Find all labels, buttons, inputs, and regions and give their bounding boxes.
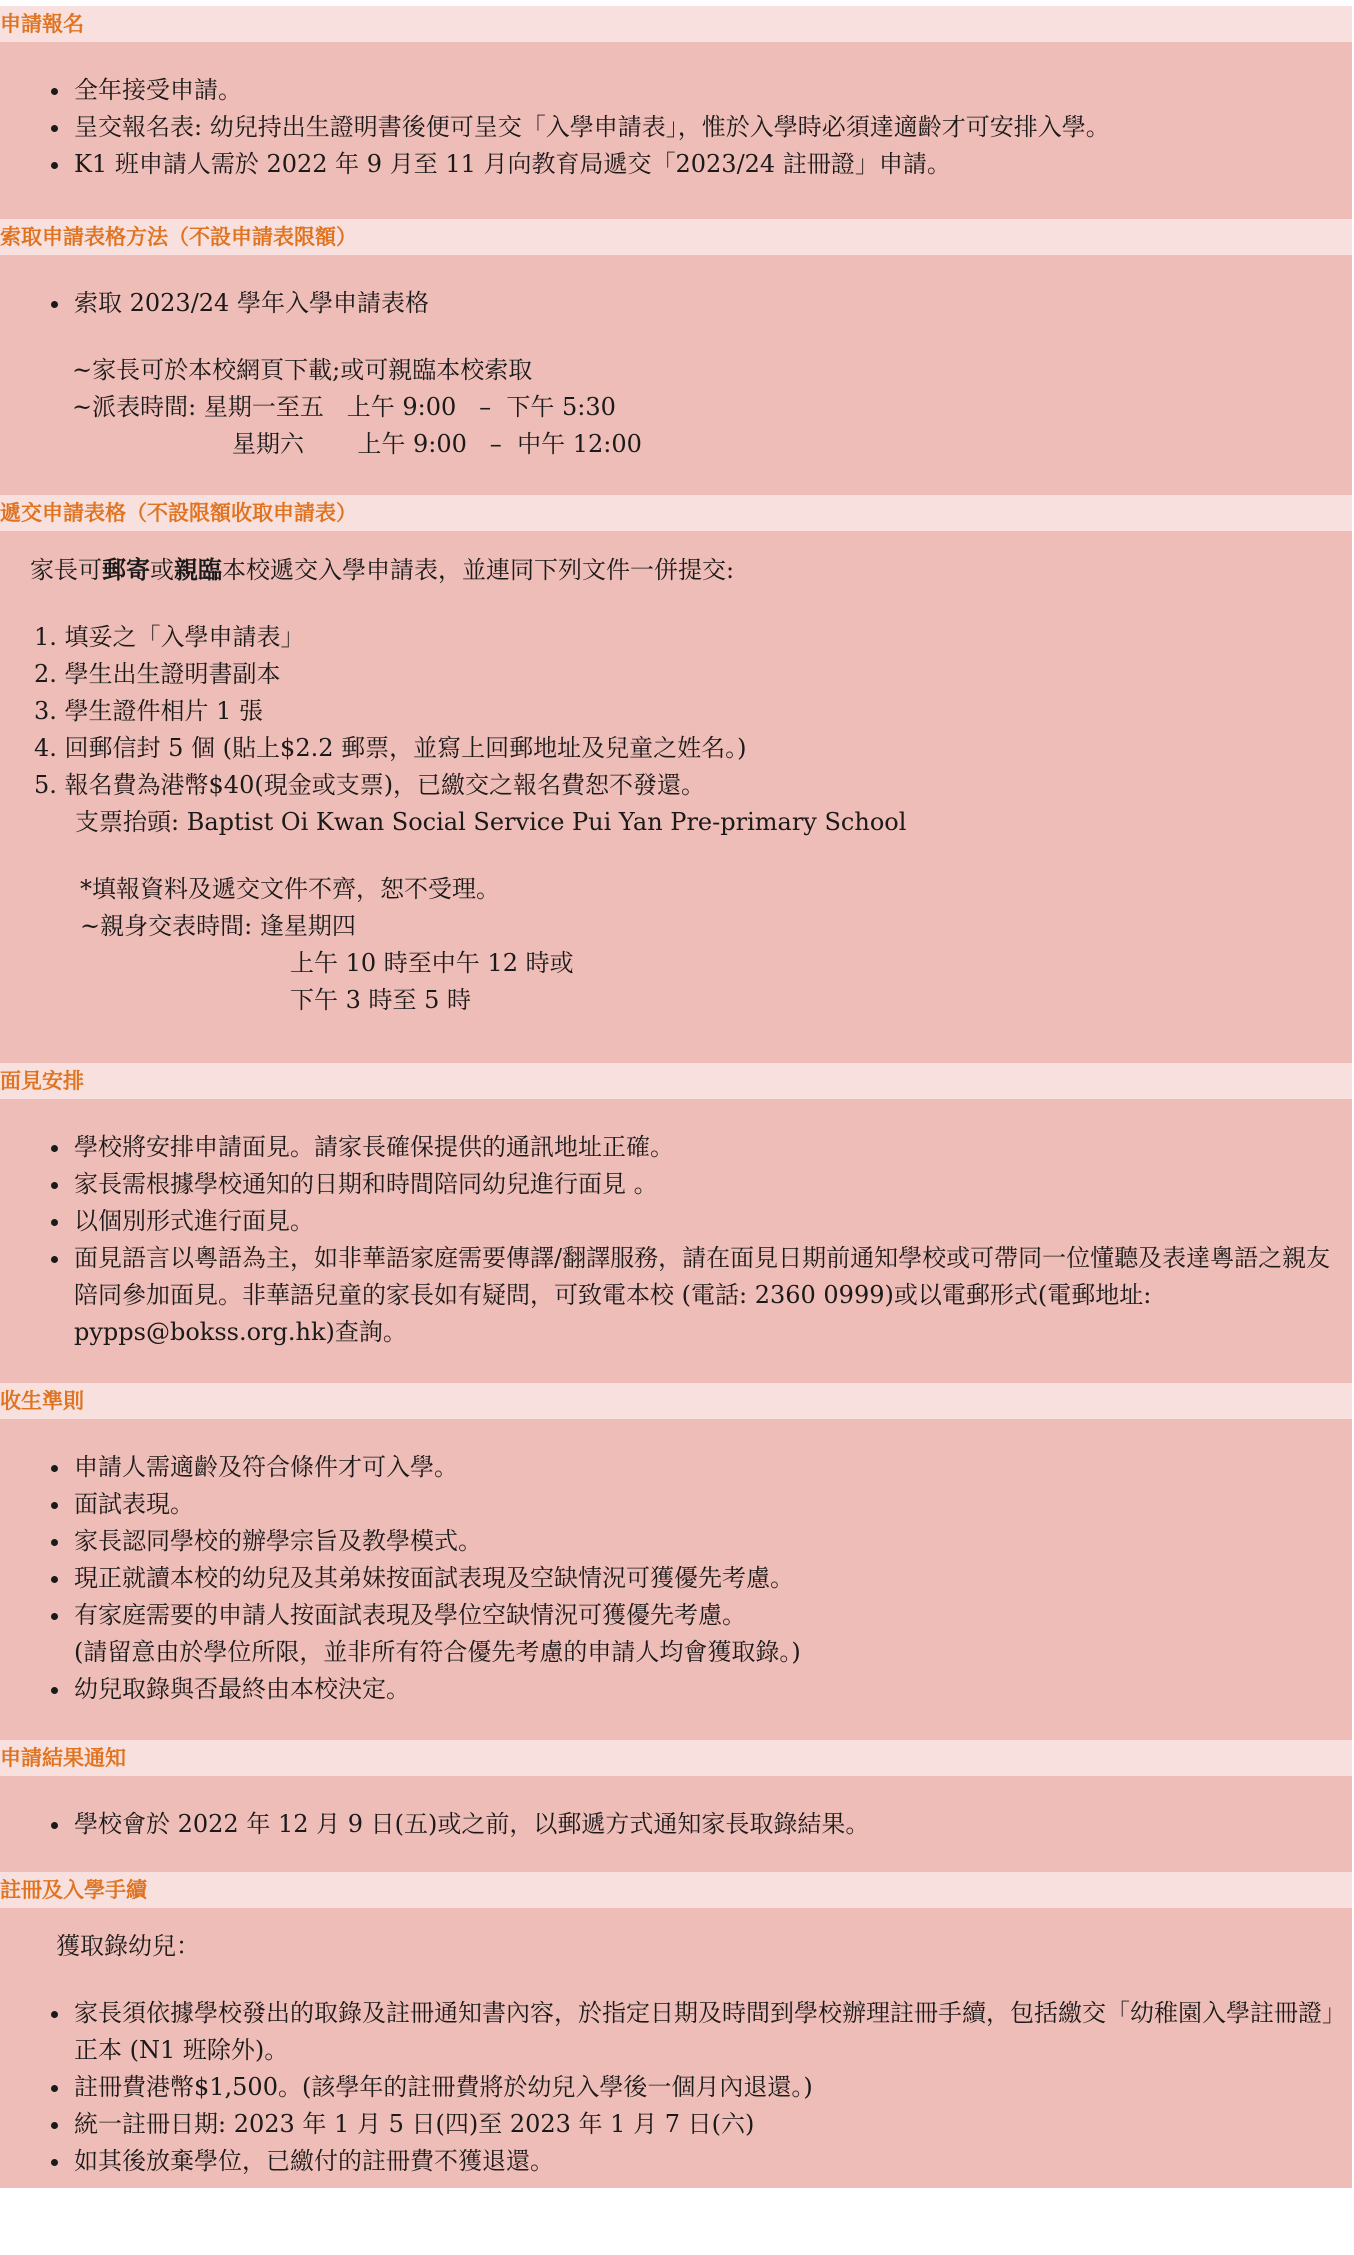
list-item: • 家長須依據學校發出的取錄及註冊通知書內容，於指定日期及時間到學校辦理註冊手續，包括繳交「幼稚園入學註冊證」正本 (N1 班除外)。 [72,1995,1344,2069]
section-heading-form-collection: 索取申請表格方法（不設申請表限額） [0,219,1352,255]
list-item: 4. 回郵信封 5 個 (貼上$2.2 郵票，並寫上回郵地址及兒童之姓名。) [34,734,747,762]
incomplete-note: *填報資料及遞交文件不齊，恕不受理。 [80,875,500,903]
in-person-time-afternoon: 下午 3 時至 5 時 [290,986,472,1014]
section-body-application [0,42,1352,219]
list-item: 1. 填妥之「入學申請表」 [34,623,305,651]
list-item: 5. 報名費為港幣$40(現金或支票)，已繳交之報名費恕不發還。 [34,771,706,799]
section-body-submission [0,531,1352,1063]
section-body-registration [0,1908,1352,2188]
section-body-interview [0,1099,1352,1383]
section-body-form-collection [0,255,1352,495]
list-item: • 幼兒取錄與否最終由本校決定。 [72,1671,1352,1708]
list-item: • 全年接受申請。 [72,72,1352,109]
submission-intro: 家長可郵寄或親臨本校遞交入學申請表，並連同下列文件一併提交: [30,555,735,584]
list-item: • 面見語言以粵語為主，如非華語家庭需要傳譯/翻譯服務，請在面見日期前通知學校或可帶同一位懂聽及表達粵語之親友陪同參加面見。非華語兒童的家長如有疑問，可致電本校 (電話: 2360 0999)或以電郵形式(電郵地址: pypps@bokss.org.hk)查詢。 [72,1240,1344,1351]
list-item: • 索取 2023/24 學年入學申請表格 [72,285,1352,322]
list-item: • 學校將安排申請面見。請家長確保提供的通訊地址正確。 [72,1129,1352,1166]
list-item: • 有家庭需要的申請人按面試表現及學位空缺情況可獲優先考慮。 [72,1597,1352,1634]
distribution-hours-weekday: ~派表時間: 星期一至五 上午 9:00 – 下午 5:30 [72,393,616,421]
registration-intro: 獲取錄幼兒： [56,1932,200,1960]
list-item: 3. 學生證件相片 1 張 [34,697,264,725]
list-item: • 統一註冊日期: 2023 年 1 月 5 日(四)至 2023 年 1 月 7 日(六) [72,2106,1352,2143]
in-person-time-morning: 上午 10 時至中午 12 時或 [290,949,574,977]
list-item: • 註冊費港幣$1,500。(該學年的註冊費將於幼兒入學後一個月內退還。) [72,2069,1352,2106]
distribution-hours-saturday: 星期六 上午 9:00 – 中午 12:00 [232,430,642,458]
cheque-payee: 支票抬頭: Baptist Oi Kwan Social Service Pui Yan Pre-primary School [75,808,907,836]
list-item: • 如其後放棄學位，已繳付的註冊費不獲退還。 [72,2143,1352,2180]
priority-note: (請留意由於學位所限，並非所有符合優先考慮的申請人均會獲取錄。) [74,1638,801,1666]
section-heading-admission-criteria: 收生準則 [0,1383,1352,1419]
section-heading-application: 申請報名 [0,6,1352,42]
admission-page [0,6,1352,2188]
section-heading-result-notice: 申請結果通知 [0,1740,1352,1776]
list-item: • 家長認同學校的辦學宗旨及教學模式。 [72,1523,1352,1560]
section-heading-submission: 遞交申請表格（不設限額收取申請表） [0,495,1352,531]
document-list [0,619,1352,804]
list-item: • 以個別形式進行面見。 [72,1203,1352,1240]
list-item: • K1 班申請人需於 2022 年 9 月至 11 月向教育局遞交「2023/24 註冊證」申請。 [72,146,1352,183]
section-body-admission-criteria [0,1419,1352,1740]
list-item: • 學校會於 2022 年 12 月 9 日(五)或之前，以郵遞方式通知家長取錄結果。 [72,1806,1352,1843]
download-note: ~家長可於本校網頁下載;或可親臨本校索取 [72,356,533,384]
section-heading-interview: 面見安排 [0,1063,1352,1099]
section-body-result-notice [0,1776,1352,1872]
list-item: • 申請人需適齡及符合條件才可入學。 [72,1449,1352,1486]
list-item: • 家長需根據學校通知的日期和時間陪同幼兒進行面見 。 [72,1166,1352,1203]
list-item: • 現正就讀本校的幼兒及其弟妹按面試表現及空缺情況可獲優先考慮。 [72,1560,1352,1597]
section-heading-registration: 註冊及入學手續 [0,1872,1352,1908]
in-person-time: ~親身交表時間: 逢星期四 [80,912,356,940]
list-item: 2. 學生出生證明書副本 [34,660,281,688]
list-item: • 呈交報名表: 幼兒持出生證明書後便可呈交「入學申請表」，惟於入學時必須達適齡才可安排入學。 [72,109,1352,146]
list-item: • 面試表現。 [72,1486,1352,1523]
